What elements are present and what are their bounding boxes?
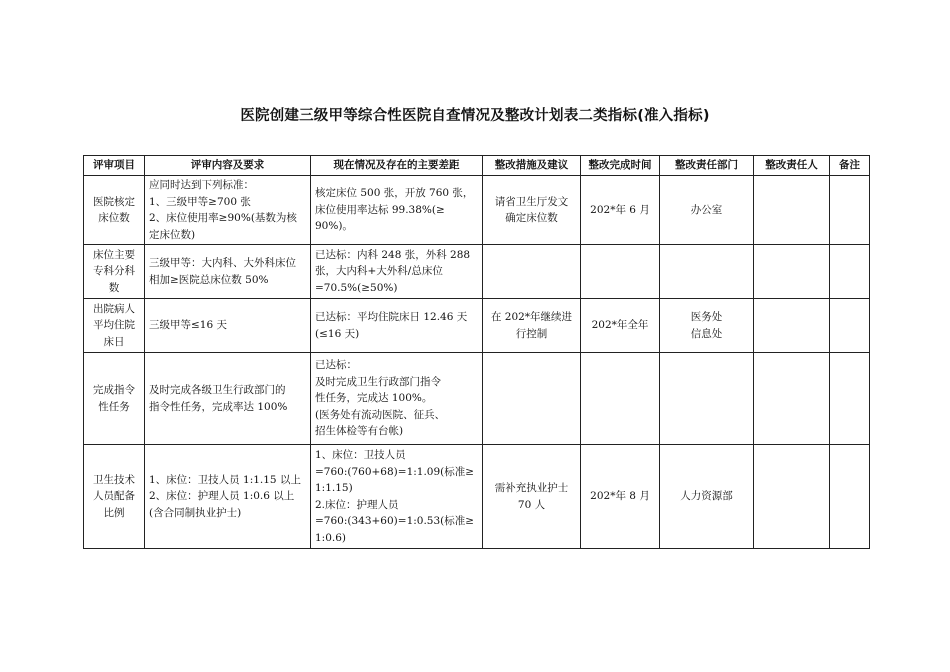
cell-measures: 在 202*年继续进 行控制 [483,299,581,353]
rectification-plan-table [83,155,870,549]
cell-responsible-dept: 人力资源部 [660,445,754,549]
cell-measures [483,353,581,445]
cell-completion-time [581,245,660,299]
cell-review-item: 卫生技术 人员配备 比例 [84,445,145,549]
cell-notes [830,176,870,245]
cell-current-status: 核定床位 500 张，开放 760 张， 床位使用率达标 99.38%(≥ 90%)。 [311,176,483,245]
cell-current-status: 已达标：内科 248 张，外科 288 张，大内科+大外科/总床位 =70.5%(≥50%) [311,245,483,299]
table-row [84,176,870,245]
cell-responsible-dept [660,245,754,299]
cell-review-item: 出院病人 平均住院 床日 [84,299,145,353]
cell-notes [830,299,870,353]
cell-responsible-person [754,176,830,245]
header-review-content: 评审内容及要求 [145,156,311,176]
header-measures: 整改措施及建议 [483,156,581,176]
header-current-status: 现在情况及存在的主要差距 [311,156,483,176]
cell-requirement: 1、床位：卫技人员 1:1.15 以上 2、床位：护理人员 1:0.6 以上 (含合同制执业护士) [145,445,311,549]
cell-responsible-dept: 医务处 信息处 [660,299,754,353]
table-row [84,353,870,445]
cell-measures: 请省卫生厅发文 确定床位数 [483,176,581,245]
cell-responsible-person [754,245,830,299]
cell-completion-time [581,353,660,445]
table-header-row [84,156,870,176]
cell-notes [830,353,870,445]
header-review-item: 评审项目 [84,156,145,176]
cell-current-status: 已达标： 及时完成卫生行政部门指令 性任务，完成达 100%。 (医务处有流动医院、征兵、 招生体检等有台帐) [311,353,483,445]
cell-notes [830,245,870,299]
cell-responsible-dept: 办公室 [660,176,754,245]
cell-responsible-person [754,445,830,549]
cell-notes [830,445,870,549]
cell-completion-time: 202*年全年 [581,299,660,353]
cell-current-status: 已达标：平均住院床日 12.46 天 (≤16 天) [311,299,483,353]
cell-responsible-person [754,299,830,353]
cell-requirement: 三级甲等：大内科、大外科床位 相加≥医院总床位数 50% [145,245,311,299]
header-completion-time: 整改完成时间 [581,156,660,176]
cell-responsible-person [754,353,830,445]
cell-current-status: 1、床位：卫技人员 =760:(760+68)=1:1.09(标准≥ 1:1.15) 2.床位：护理人员 =760:(343+60)=1:0.53(标准≥ 1:0.6) [311,445,483,549]
cell-measures [483,245,581,299]
header-responsible-person: 整改责任人 [754,156,830,176]
header-responsible-dept: 整改责任部门 [660,156,754,176]
cell-review-item: 完成指令 性任务 [84,353,145,445]
cell-completion-time: 202*年 6 月 [581,176,660,245]
cell-responsible-dept [660,353,754,445]
table-row [84,445,870,549]
cell-measures: 需补充执业护士 70 人 [483,445,581,549]
cell-requirement: 应同时达到下列标准： 1、三级甲等≥700 张 2、床位使用率≥90%(基数为核 定床位数) [145,176,311,245]
cell-review-item: 医院核定 床位数 [84,176,145,245]
header-notes: 备注 [830,156,870,176]
cell-requirement: 及时完成各级卫生行政部门的 指令性任务，完成率达 100% [145,353,311,445]
table-row [84,245,870,299]
cell-requirement: 三级甲等≤16 天 [145,299,311,353]
document-title: 医院创建三级甲等综合性医院自查情况及整改计划表二类指标(准入指标) [240,108,710,124]
table-row [84,299,870,353]
cell-review-item: 床位主要 专科分科 数 [84,245,145,299]
cell-completion-time: 202*年 8 月 [581,445,660,549]
